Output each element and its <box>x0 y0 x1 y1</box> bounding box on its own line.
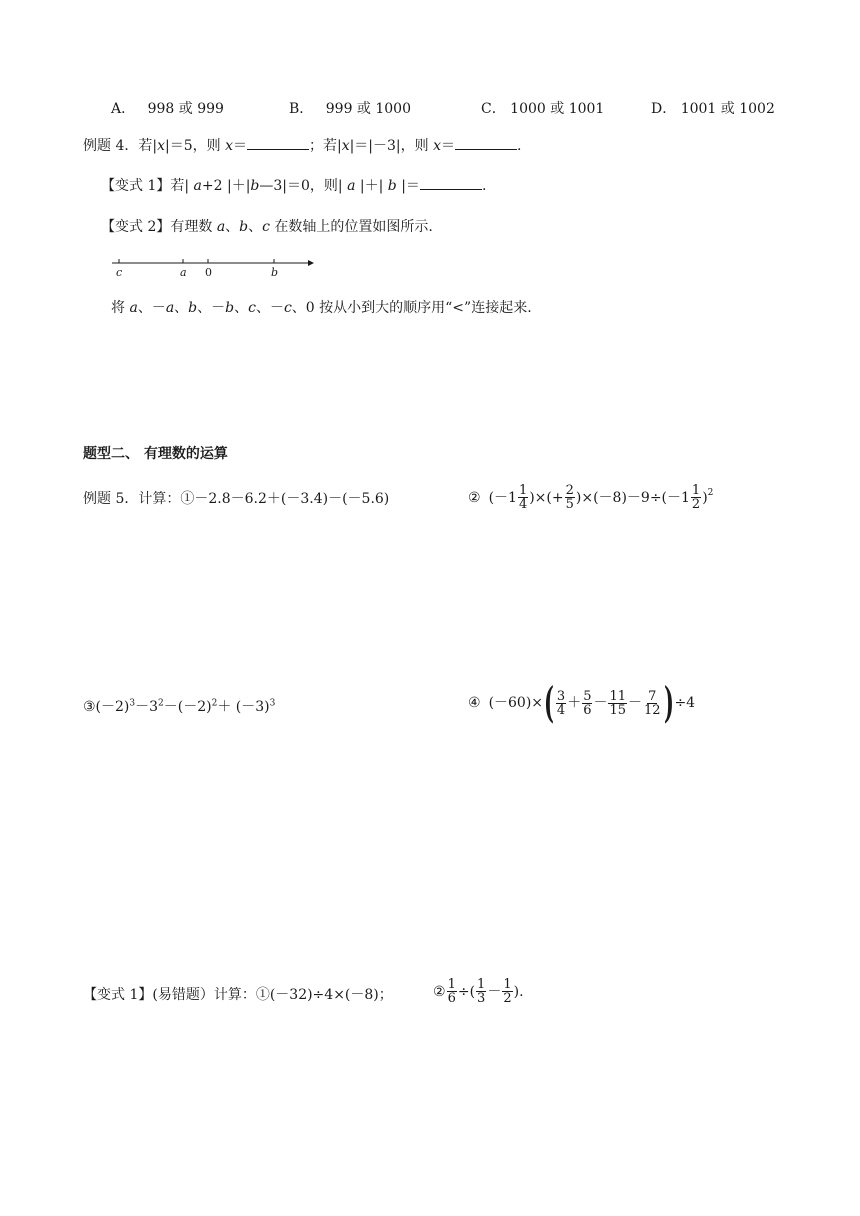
numerator: 1 <box>518 483 528 498</box>
var-c: c <box>283 300 292 316</box>
example-5-part-3 <box>83 697 275 717</box>
expr-text: ③(－2) <box>83 699 130 715</box>
separator: 、 <box>248 219 263 235</box>
expr-text: ＋ (－3) <box>217 699 270 715</box>
var-x: x <box>225 138 233 154</box>
var-b: b <box>387 178 397 194</box>
example-4-text: |＝5，则 <box>164 138 226 154</box>
var-b: b <box>250 178 260 194</box>
variant-text: 在数轴上的位置如图所示. <box>269 219 433 235</box>
expr-text: )×(+ <box>529 489 564 506</box>
exponent: 3 <box>129 698 136 709</box>
var-a: a <box>193 178 202 194</box>
example-4-text: ；若| <box>308 138 342 154</box>
variant-text: |＝ <box>396 178 420 194</box>
number-line-label-c: c <box>116 266 123 279</box>
separator: 、－ <box>137 300 166 316</box>
denominator: 6 <box>447 991 456 1006</box>
example-5-part-1: 例题 5．计算：①－2.8－6.2＋(－3.4)－(－5.6) <box>83 491 390 507</box>
var-a: a <box>129 300 138 316</box>
numerator: 1 <box>477 977 486 992</box>
item-label: ② <box>468 489 481 506</box>
var-c: c <box>248 300 256 316</box>
expr-text: －3 <box>135 699 159 715</box>
var-a: a <box>216 219 226 235</box>
fraction <box>582 690 592 717</box>
fraction <box>518 484 528 511</box>
choice-a-value: 998 或 999 <box>147 101 224 117</box>
var-b: b <box>239 219 249 235</box>
numerator: 1 <box>447 977 456 992</box>
fraction <box>556 690 566 717</box>
variant-tag: 【变式 1】 <box>101 178 171 194</box>
separator: 、 <box>225 219 240 235</box>
separator: 、 <box>234 300 249 316</box>
answer-blank[interactable] <box>455 136 517 150</box>
operator: ＋ <box>567 695 582 711</box>
arrow-head-icon <box>308 260 314 266</box>
choice-c <box>481 99 604 119</box>
var-x: x <box>341 138 350 154</box>
numerator: 7 <box>648 688 657 704</box>
example-4-text: |＝|－3|，则 <box>349 138 434 154</box>
var-x: x <box>157 138 165 154</box>
variant-error-prone-part-2 <box>433 978 524 1005</box>
instruction-text: 将 <box>111 300 130 316</box>
variant-error-prone: 【变式 1】(易错题）计算：①(－32)÷4×(－8)； <box>83 987 393 1003</box>
expr-text: (－1 <box>488 489 517 506</box>
fraction <box>565 484 575 511</box>
choice-d-value: 1001 或 1002 <box>680 101 775 117</box>
separator: 、－ <box>197 300 226 316</box>
denominator: 15 <box>609 702 627 718</box>
numerator: 11 <box>609 688 627 704</box>
numerator: 1 <box>691 483 701 498</box>
fraction <box>447 978 457 1005</box>
number-line <box>110 254 320 280</box>
period: . <box>481 178 487 194</box>
separator: 、 <box>174 300 189 316</box>
denominator: 4 <box>556 702 566 718</box>
section-heading: 题型二、 有理数的运算 <box>83 446 228 462</box>
exponent: 2 <box>211 698 218 709</box>
var-a: a <box>165 300 175 316</box>
var-b: b <box>225 300 235 316</box>
example-4 <box>83 136 521 156</box>
expr-text: ) <box>702 489 708 506</box>
left-paren: ( <box>544 678 554 727</box>
equals-sign: ＝ <box>441 138 456 154</box>
choice-a <box>111 99 224 119</box>
number-line-label-0: 0 <box>205 266 212 279</box>
variant-text: 有理数 <box>170 219 217 235</box>
choice-c-label: C． <box>481 101 506 117</box>
exponent: 3 <box>269 698 276 709</box>
example-5-part-4 <box>468 678 696 727</box>
choice-b-value: 999 或 1000 <box>325 101 412 117</box>
variant-text: —3|＝0，则| <box>259 178 348 194</box>
operator: － <box>593 695 608 711</box>
fraction <box>502 978 512 1005</box>
operator: － <box>487 983 502 1000</box>
numerator: 3 <box>556 688 566 704</box>
choice-b <box>289 99 411 119</box>
denominator: 6 <box>583 702 592 718</box>
denominator: 5 <box>565 497 574 512</box>
expr-text: (－60)× <box>488 695 544 711</box>
number-line-label-b: b <box>271 266 279 279</box>
var-c: c <box>262 219 270 235</box>
choice-b-label: B． <box>289 101 314 117</box>
var-a: a <box>347 178 356 194</box>
instruction-text: 、0 按从小到大的顺序用“<”连接起来. <box>291 300 532 316</box>
choice-d-label: D． <box>651 101 677 117</box>
example-4-prefix: 例题 4．若| <box>83 138 158 154</box>
choice-d <box>651 99 775 119</box>
denominator: 12 <box>644 702 661 718</box>
exponent: 2 <box>707 488 714 498</box>
numerator: 1 <box>503 977 512 992</box>
expr-text: －(－2) <box>163 699 212 715</box>
example-5-part-2 <box>468 484 713 511</box>
fraction <box>476 978 486 1005</box>
item-label: ② <box>433 983 446 1000</box>
answer-blank[interactable] <box>420 176 482 190</box>
variant-2 <box>101 217 433 237</box>
variant-text: |＋| <box>355 178 388 194</box>
variant-text: +2 |＋| <box>201 178 251 194</box>
operator: ÷( <box>457 983 476 1000</box>
fraction <box>608 690 627 717</box>
fraction <box>691 484 701 511</box>
denominator: 3 <box>477 991 486 1006</box>
order-instruction <box>111 298 532 318</box>
variant-tag: 【变式 2】 <box>101 219 171 235</box>
numerator: 2 <box>565 483 574 498</box>
expr-text: )×(－8)－9÷(－1 <box>575 489 690 506</box>
right-paren: ) <box>663 678 674 727</box>
separator: 、－ <box>255 300 284 316</box>
expr-text: ). <box>513 983 524 1000</box>
equals-sign: ＝ <box>232 138 247 154</box>
choice-c-value: 1000 或 1001 <box>510 101 605 117</box>
expr-text: ÷4 <box>674 695 696 711</box>
denominator: 2 <box>503 991 512 1006</box>
var-b: b <box>188 300 198 316</box>
variant-text: 若| <box>170 178 194 194</box>
denominator: 4 <box>518 497 528 512</box>
exponent: 2 <box>158 698 164 709</box>
item-label: ④ <box>468 695 481 711</box>
period: . <box>517 138 522 154</box>
number-line-label-a: a <box>180 266 187 279</box>
operator: － <box>628 695 643 711</box>
answer-blank[interactable] <box>247 136 309 150</box>
denominator: 2 <box>691 497 701 512</box>
variant-1 <box>101 176 486 196</box>
var-x: x <box>433 138 442 154</box>
numerator: 5 <box>583 688 592 704</box>
choice-a-label: A． <box>111 101 136 117</box>
fraction <box>643 690 662 717</box>
